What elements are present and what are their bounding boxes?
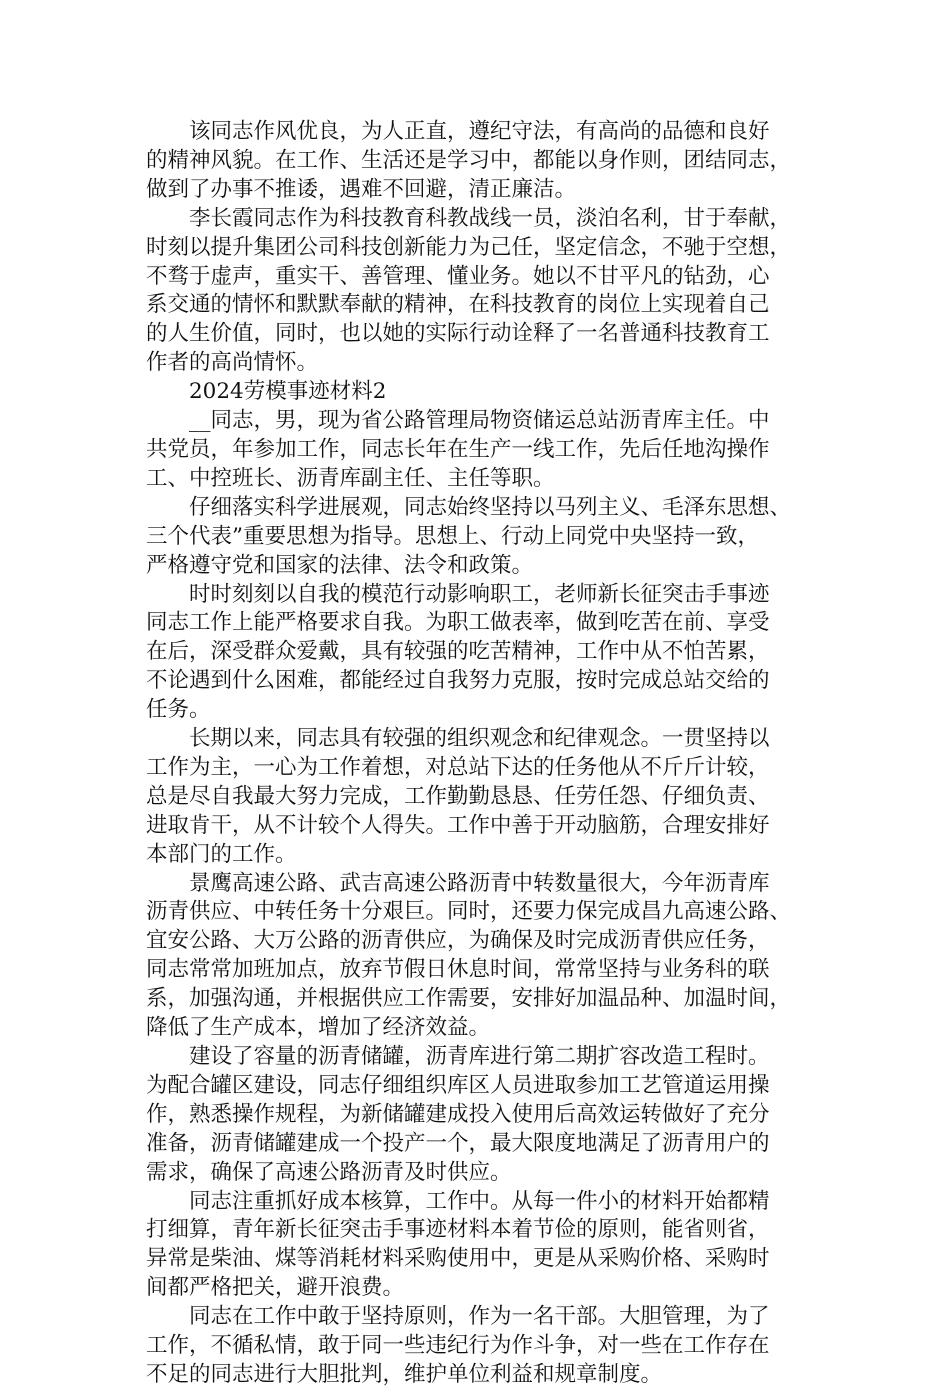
text-line: 共党员，年参加工作，同志长年在生产一线工作，先后任地沟操作: [146, 436, 770, 462]
text-line: 不论遇到什么困难，都能经过自我努力克服，按时完成总站交给的: [146, 668, 770, 694]
text-line: 2024劳模事迹材料2: [189, 379, 387, 405]
text-line: 系交通的情怀和默默奉献的精神，在科技教育的岗位上实现着自己: [146, 292, 770, 318]
text-line: 作，熟悉操作规程，为新储罐建成投入使用后高效运转做好了充分: [146, 1101, 770, 1127]
text-line: 为配合罐区建设，同志仔细组织库区人员进取参加工艺管道运用操: [146, 1072, 770, 1098]
paragraph: [146, 494, 804, 581]
text-line: 三个代表”重要思想为指导。思想上、行动上同党中央坚持一致，: [146, 523, 759, 549]
text-line: 工作为主，一心为工作着想，对总站下达的任务他从不斤斤计较，: [146, 754, 770, 780]
paragraph: [146, 1303, 804, 1390]
paragraph: [146, 378, 804, 407]
text-line: 仔细落实科学进展观，同志始终坚持以马列主义、毛泽东思想、: [189, 494, 792, 520]
text-line: 本部门的工作。: [146, 841, 297, 867]
text-line: 总是尽自我最大努力完成，工作勤勤恳恳、任劳任怨、仔细负责、: [146, 783, 770, 809]
text-line: 间都严格把关，避开浪费。: [146, 1275, 405, 1301]
paragraph: [146, 725, 804, 870]
text-line: 进取肯干，从不计较个人得失。工作中善于开动脑筋，合理安排好: [146, 812, 770, 838]
text-line: 同志常常加班加点，放弃节假日休息时间，常常坚持与业务科的联: [146, 957, 770, 983]
text-line: 系，加强沟通，并根据供应工作需要，安排好加温品种、加温时间，: [146, 986, 792, 1012]
text-line: 建设了容量的沥青储罐，沥青库进行第二期扩容改造工程时。: [189, 1044, 770, 1069]
text-line: 时刻以提升集团公司科技创新能力为己任，坚定信念，不驰于空想，: [146, 234, 792, 260]
text-line: 同志在工作中敢于坚持原则，作为一名干部。大胆管理，为了: [189, 1304, 770, 1330]
text-line: 同志注重抓好成本核算，工作中。从每一件小的材料开始都精: [189, 1188, 770, 1214]
text-line: 严格遵守党和国家的法律、法令和政策。: [146, 552, 534, 578]
text-line: 该同志作风优良，为人正直，遵纪守法，有高尚的品德和良好: [189, 119, 770, 144]
text-line: 准备，沥青储罐建成一个投产一个，最大限度地满足了沥青用户的: [146, 1130, 770, 1156]
text-line: 工作，不循私情，敢于同一些违纪行为作斗争，对一些在工作存在: [146, 1333, 770, 1359]
paragraph: [146, 205, 804, 378]
text-line: 的人生价值，同时，也以她的实际行动诠释了一名普通科技教育工: [146, 321, 770, 347]
paragraph: [146, 407, 804, 494]
paragraph: [146, 581, 804, 726]
text-line: 任务。: [146, 697, 211, 723]
document-body: [146, 118, 804, 1390]
text-line: 长期以来，同志具有较强的组织观念和纪律观念。一贯坚持以: [189, 726, 770, 752]
text-line: 降低了生产成本，增加了经济效益。: [146, 1015, 491, 1041]
paragraph: [146, 1188, 804, 1304]
text-line: 沥青供应、中转任务十分艰巨。同时，还要力保完成昌九高速公路、: [146, 899, 792, 925]
text-line: 的精神风貌。在工作、生活还是学习中，都能以身作则，团结同志，: [146, 147, 792, 173]
text-line: 需求，确保了高速公路沥青及时供应。: [146, 1159, 512, 1185]
text-line: 不足的同志进行大胆批判，维护单位利益和规章制度。: [146, 1361, 663, 1387]
text-line: __同志，男，现为省公路管理局物资储运总站沥青库主任。中: [189, 408, 770, 434]
text-line: 工、中控班长、沥青库副主任、主任等职。: [146, 465, 555, 491]
paragraph: [146, 870, 804, 1043]
text-line: 在后，深受群众爱戴，具有较强的吃苦精神，工作中从不怕苦累，: [146, 639, 770, 665]
text-line: 异常是柴油、煤等消耗材料采购使用中，更是从采购价格、采购时: [146, 1246, 770, 1272]
text-line: 打细算，青年新长征突击手事迹材料本着节俭的原则，能省则省，: [146, 1217, 770, 1243]
text-line: 不骛于虚声，重实干、善管理、懂业务。她以不甘平凡的钻劲，心: [146, 263, 770, 289]
text-line: 景鹰高速公路、武吉高速公路沥青中转数量很大，今年沥青库: [189, 870, 770, 896]
text-line: 做到了办事不推诿，遇难不回避，清正廉洁。: [146, 176, 577, 202]
paragraph: [146, 118, 804, 205]
text-line: 时时刻刻以自我的模范行动影响职工，老师新长征突击手事迹: [189, 581, 770, 607]
text-line: 宜安公路、大万公路的沥青供应，为确保及时完成沥青供应任务，: [146, 928, 770, 954]
text-line: 同志工作上能严格要求自我。为职工做表率，做到吃苦在前、享受: [146, 610, 770, 636]
text-line: 李长霞同志作为科技教育科教战线一员，淡泊名利，甘于奉献，: [189, 205, 792, 231]
text-line: 作者的高尚情怀。: [146, 350, 319, 376]
paragraph: [146, 1043, 804, 1188]
